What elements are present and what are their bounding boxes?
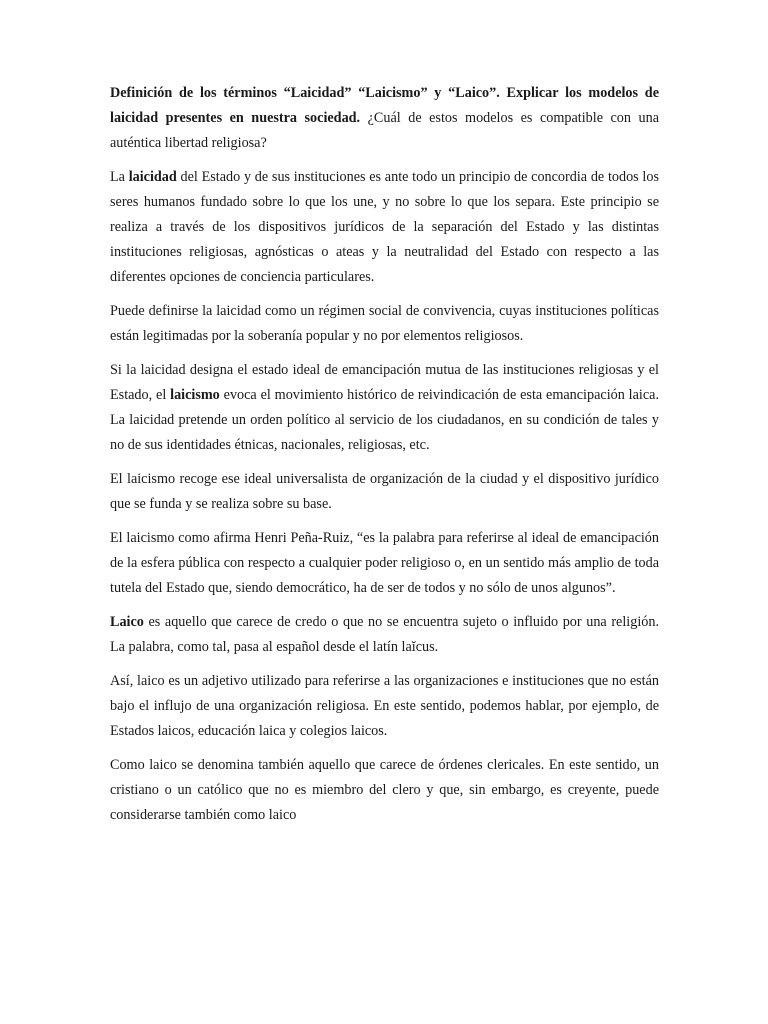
paragraph-text: Así, laico es un adjetivo utilizado para referirse a las organizaciones e instituciones que no están bajo el influjo de una organización religiosa. En este sentido, podemos hablar, por ejemplo, de Estados laicos, educación laica y colegios laicos. [110,673,659,739]
paragraph-text: El laicismo como afirma Henri Peña-Ruiz, “es la palabra para referirse al ideal de emancipación de la esfera pública con respecto a cualquier poder religioso o, en un sentido más amplio de toda tutela del Estado que, siendo democrático, ha de ser de todos y no sólo de unos algunos”. [110,530,659,596]
paragraph-text: Puede definirse la laicidad como un régimen social de convivencia, cuyas instituciones políticas están legitimadas por la soberanía popular y no por elementos religiosos. [110,303,659,344]
paragraph-text: evoca el movimiento histórico de reivindicación de esta emancipación laica. La laicidad pretende un orden político al servicio de los ciudadanos, en su condición de tales y no de sus identidades étnicas, nacionales, religiosas, etc. [110,387,659,453]
document-page [110,81,659,837]
paragraph-text: Como laico se denomina también aquello que carece de órdenes clericales. En este sentido, un cristiano o un católico que no es miembro del clero y que, sin embargo, es creyente, puede considerarse también como laico [110,757,659,823]
paragraph-text: El laicismo recoge ese ideal universalista de organización de la ciudad y el dispositivo jurídico que se funda y se realiza sobre su base. [110,471,659,512]
paragraph-laico-adjective [110,669,659,744]
document-heading [110,81,659,156]
paragraph-laico-definition [110,610,659,660]
paragraph-text: es aquello que carece de credo o que no se encuentra sujeto o influido por una religión. La palabra, como tal, pasa al español desde el latín laĭcus. [110,614,659,655]
paragraph-pena-ruiz-quote [110,526,659,601]
paragraph-text: Si la laicidad designa el estado ideal de emancipación mutua de las instituciones religiosas y el Estado, el [110,362,659,403]
heading-bold-text: Definición de los términos “Laicidad” “Laicismo” y “Laico”. Explicar los modelos de laicidad presentes en nuestra sociedad. [110,85,659,126]
heading-question: ¿Cuál de estos modelos es compatible con una auténtica libertad religiosa? [110,110,659,151]
paragraph-text: La [110,169,129,185]
term-laicidad: laicidad [128,169,177,185]
paragraph-text: del Estado y de sus instituciones es ante todo un principio de concordia de todos los seres humanos fundado sobre lo que los une, y no sobre lo que los separa. Este principio se realiza a través de los dispositivos jurídicos de la separación del Estado y las distintas instituciones religiosas, agnósticas o ateas y la neutralidad del Estado con respecto a las diferentes opciones de conciencia particulares. [110,169,659,285]
paragraph-laicismo-ideal [110,467,659,517]
paragraph-laicidad-regimen [110,299,659,349]
paragraph-laico-clerical [110,753,659,828]
paragraph-laicismo-definition [110,358,659,458]
paragraph-laicidad-definition [110,165,659,290]
term-laico: Laico [110,614,144,630]
term-laicismo: laicismo [170,387,220,403]
